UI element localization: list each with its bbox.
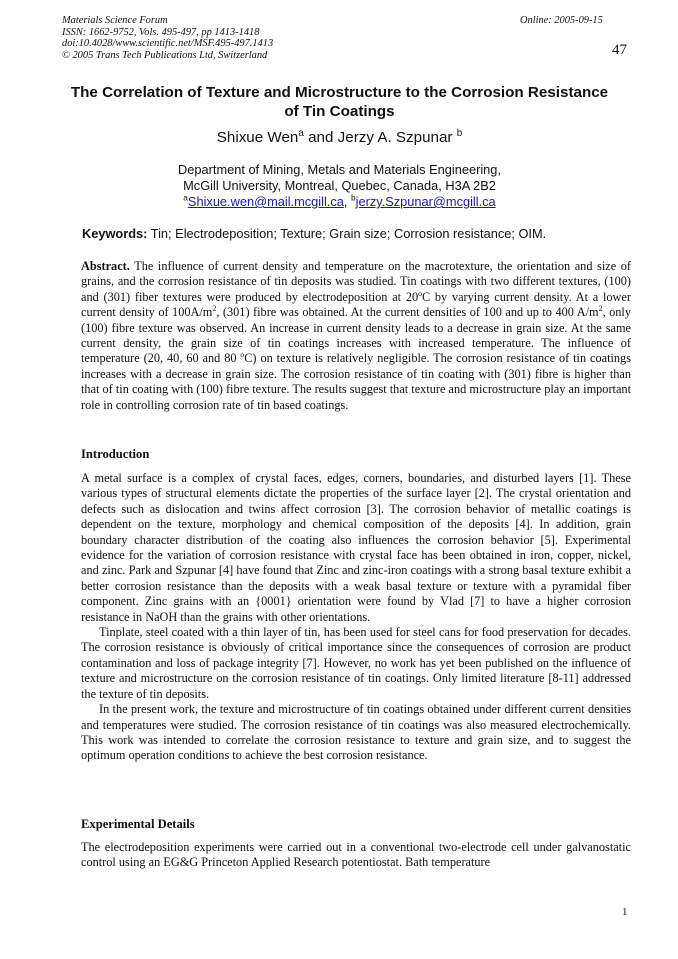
email-link-b[interactable]: jerzy.Szpunar@mcgill.ca bbox=[355, 194, 496, 209]
section-heading-introduction: Introduction bbox=[81, 447, 150, 461]
email-superscript: a bbox=[183, 192, 188, 203]
email-superscript: b bbox=[351, 192, 356, 203]
header-line: © 2005 Trans Tech Publications Ltd, Switzerland bbox=[62, 49, 268, 61]
experimental-body bbox=[81, 840, 631, 871]
section-heading-experimental: Experimental Details bbox=[81, 817, 195, 831]
authors bbox=[62, 129, 617, 146]
abstract bbox=[81, 259, 631, 413]
header-line: ISSN: 1662-9752, Vols. 495-497, pp 1413-1418 bbox=[62, 26, 260, 38]
header-line: Materials Science Forum bbox=[62, 15, 168, 26]
author-connector: and bbox=[303, 129, 338, 146]
author-name: Jerzy A. Szpunar bbox=[337, 129, 453, 146]
page-number-bottom: 1 bbox=[622, 906, 628, 918]
abstract-text: , (301) fibre was obtained. At the current densities of 100 and up to 400 A/m bbox=[216, 305, 599, 320]
abstract-label: Abstract. bbox=[81, 259, 130, 273]
paragraph: Tinplate, steel coated with a thin layer of tin, has been used for steel cans for food preservation for decades. The corrosion resistance is obviously of critical importance since the consequences of corrosion are product contamination and loss of package integrity [7]. However, no work has yet been published on the influence of texture and microstructure on the corrosion resistance of tin coatings. Only limited literature [8-11] addressed the texture of tin deposits. bbox=[81, 625, 631, 701]
abstract-text: The influence of current density and temperature on the macrotexture, the orientation and size of grains, and the corrosion resistance of tin deposits was studied. Tin coatings with two different textures, (100) and (301) fiber textures were produced by electrodeposition at 20ºC by varying current density. At a lower current density of 100A/m bbox=[81, 259, 631, 320]
email-line bbox=[62, 194, 617, 210]
paragraph: The electrodeposition experiments were carried out in a conventional two-electrode cell under galvanostatic control using an EG&G Princeton Applied Research potentiostat. Bath temperature bbox=[81, 840, 631, 870]
header-line: doi:10.4028/www.scientific.net/MSF.495-497.1413 bbox=[62, 38, 274, 50]
superscript: 2 bbox=[598, 304, 603, 314]
paragraph: In the present work, the texture and microstructure of tin coatings obtained under different current densities and temperatures were studied. The corrosion resistance of tin coatings was also measured electrochemically. This work was intended to correlate the corrosion resistance to texture and grain size, and to suggest the optimum operation conditions to achieve the best corrosion resistance. bbox=[81, 702, 631, 763]
introduction-body bbox=[81, 471, 631, 764]
author-superscript: a bbox=[298, 127, 304, 139]
author-superscript: b bbox=[456, 127, 463, 139]
keywords-text: Tin; Electrodeposition; Texture; Grain size; Corrosion resistance; OIM. bbox=[147, 226, 547, 241]
paragraph: A metal surface is a complex of crystal faces, edges, corners, boundaries, and disturbed layers [1]. These various types of structural elements dictate the properties of the surface layer [2]. The crystal orientation and defects such as dislocation and twins affect corrosion [3]. The corrosion behavior of metallic coatings is dependent on the texture, morphology and chemical composition of the deposits [4]. In addition, grain boundary character distribution of the coating also influences the corrosion behavior [5]. Experimental evidence for the variation of corrosion resistance with crystal face has been obtained in iron, copper, nickel, and zinc. Park and Szpunar [4] have found that Zinc and zinc-iron coatings with a strong basal texture exhibit a better corrosion resistance than the deposits with a weak basal texture or texture with a pyramidal fiber component. Zinc grains with an {0001} orientation were found by Vlad [7] to have a higher corrosion resistance in NaOH than the grains with other orientations. bbox=[81, 471, 631, 624]
page-number-top: 47 bbox=[612, 42, 627, 58]
journal-header bbox=[62, 15, 273, 61]
affiliation-line: McGill University, Montreal, Quebec, Canada, H3A 2B2 bbox=[183, 178, 496, 193]
superscript: 2 bbox=[212, 304, 217, 314]
keywords-label: Keywords: bbox=[82, 226, 148, 241]
online-date: Online: 2005-09-15 bbox=[520, 15, 603, 26]
affiliation-line: Department of Mining, Metals and Materials Engineering, bbox=[178, 162, 501, 177]
author-name: Shixue Wen bbox=[216, 129, 299, 146]
abstract-text: , only (100) fibre texture was observed. An increase in current density leads to a decrease in grain size. At the same current density, the grain size of tin coatings increases with increased temperature. The influence of temperature (20, 40, 60 and 80 ºC) on texture is relatively negligible. The corrosion resistance of tin coatings increases with a decrease in grain size. The corrosion resistance of tin coating with (301) fibre is higher than that of tin coating with (100) fibre texture. The results suggest that texture and microstructure play an important role in controlling corrosion rate of tin based coatings. bbox=[81, 305, 631, 412]
email-link-a[interactable]: Shixue.wen@mail.mcgill.ca bbox=[187, 194, 344, 209]
affiliation bbox=[62, 162, 617, 210]
email-separator: , bbox=[343, 194, 351, 209]
paper-title: The Correlation of Texture and Microstructure to the Corrosion Resistance of Tin Coatings bbox=[70, 84, 609, 120]
keywords bbox=[82, 226, 622, 241]
